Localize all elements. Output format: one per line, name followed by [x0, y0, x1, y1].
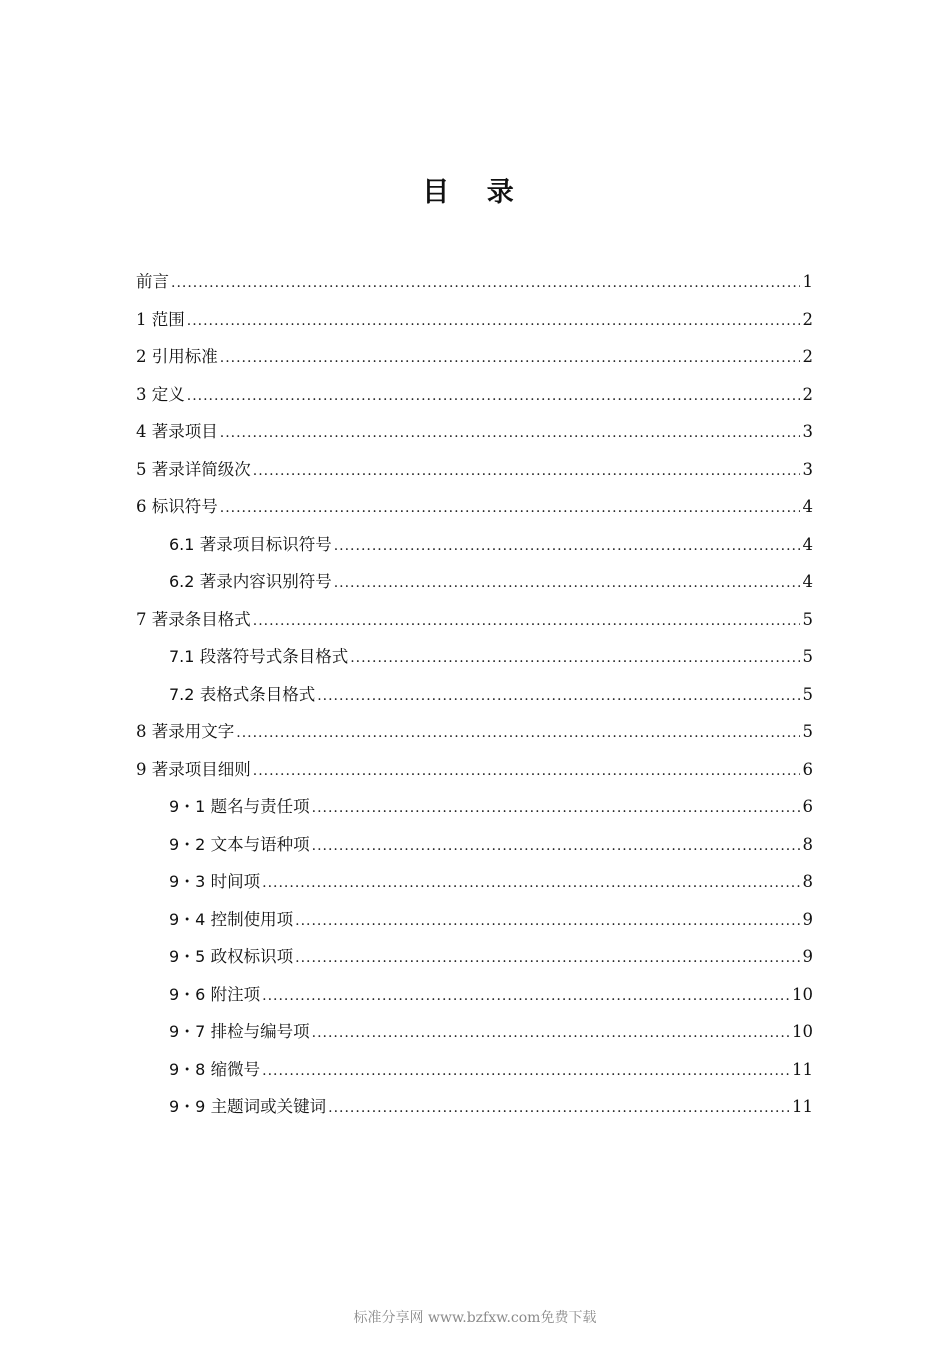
toc-entry-page-number: 5 — [802, 647, 813, 666]
toc-entry[interactable] — [136, 863, 813, 901]
dot-leader — [220, 415, 800, 453]
toc-entry-number: 9・7 — [169, 1022, 206, 1041]
toc-entry-label — [136, 338, 218, 376]
dot-leader — [312, 790, 800, 828]
dot-leader — [187, 303, 800, 341]
toc-entry-label — [169, 563, 332, 601]
toc-entry-number: 7.1 — [169, 647, 195, 666]
toc-entry-text: 著录详简级次 — [151, 459, 251, 479]
dot-leader — [253, 453, 800, 491]
toc-entry-number: 7.2 — [169, 684, 195, 704]
toc-entry-page-number: 2 — [802, 384, 813, 404]
toc-entry-page-number: 9 — [802, 909, 813, 929]
dot-leader — [253, 603, 800, 641]
toc-entry-text: 前言 — [136, 272, 169, 291]
toc-entry[interactable] — [136, 976, 813, 1014]
toc-entry-text: 著录内容识别符号 — [199, 572, 332, 591]
toc-entry[interactable] — [136, 1013, 813, 1051]
toc-entry-number: 3 — [136, 384, 147, 404]
toc-entry-page-number: 8 — [802, 872, 813, 891]
toc-entry-label — [169, 976, 260, 1014]
dot-leader — [295, 903, 799, 941]
toc-entry-page-number: 3 — [802, 459, 813, 479]
toc-entry-text: 表格式条目格式 — [199, 684, 316, 704]
toc-entry-page-number: 2 — [802, 309, 813, 329]
dot-leader — [262, 1053, 789, 1091]
dot-leader — [295, 940, 799, 978]
toc-entry[interactable] — [136, 338, 813, 376]
toc-entry-label — [169, 826, 310, 864]
toc-entry-number: 9・6 — [169, 984, 206, 1004]
toc-entry-number: 9・3 — [169, 872, 206, 891]
toc-entry-label — [136, 376, 185, 414]
dot-leader — [187, 378, 800, 416]
toc-entry-text: 范围 — [151, 309, 185, 329]
toc-entry-number: 1 — [136, 309, 147, 329]
toc-entry-text: 附注项 — [210, 984, 261, 1004]
toc-entry-page-number: 4 — [802, 534, 813, 554]
toc-entry[interactable] — [136, 1088, 813, 1126]
toc-entry-number: 6.2 — [169, 572, 195, 591]
dot-leader — [220, 340, 800, 378]
toc-entry-text: 著录项目标识符号 — [199, 534, 332, 554]
toc-entry[interactable] — [136, 376, 813, 414]
toc-entry-number: 9・2 — [169, 834, 206, 854]
toc-entry-label — [169, 901, 293, 939]
toc-entry-label — [169, 863, 260, 901]
dot-leader — [312, 1015, 789, 1053]
toc-entry-label — [169, 788, 310, 826]
dot-leader — [334, 528, 800, 566]
toc-entry-page-number: 8 — [802, 834, 813, 854]
toc-entry[interactable] — [136, 263, 813, 301]
toc-entry-text: 文本与语种项 — [210, 834, 310, 854]
toc-entry-label — [169, 938, 293, 976]
toc-entry-label — [169, 638, 348, 676]
toc-entry-text: 缩微号 — [210, 1059, 261, 1079]
toc-entry-text: 主题词或关键词 — [210, 1097, 327, 1116]
toc-entry-page-number: 4 — [802, 572, 813, 591]
toc-entry[interactable] — [136, 1051, 813, 1089]
dot-leader — [253, 753, 800, 791]
toc-entry-label — [136, 601, 251, 639]
toc-entry-number: 5 — [136, 459, 147, 479]
dot-leader — [262, 978, 789, 1016]
toc-entry-number: 6.1 — [169, 534, 195, 554]
toc-entry[interactable] — [136, 751, 813, 789]
toc-entry[interactable] — [136, 526, 813, 564]
toc-entry[interactable] — [136, 938, 813, 976]
toc-entry-number: 9 — [136, 759, 147, 779]
dot-leader — [220, 490, 800, 528]
toc-entry-text: 控制使用项 — [210, 909, 294, 929]
toc-entry-number: 2 — [136, 347, 147, 366]
table-of-contents — [136, 263, 813, 1126]
toc-entry-text: 政权标识项 — [210, 947, 294, 966]
toc-entry-page-number: 5 — [802, 609, 813, 629]
toc-entry-text: 题名与责任项 — [210, 797, 310, 816]
toc-entry-page-number: 4 — [802, 497, 813, 516]
toc-entry-number: 8 — [136, 722, 147, 741]
toc-entry-label — [136, 451, 251, 489]
toc-entry-text: 标识符号 — [151, 497, 218, 516]
toc-entry-number: 9・8 — [169, 1059, 206, 1079]
toc-entry-label — [136, 301, 185, 339]
dot-leader — [262, 865, 799, 903]
toc-entry-page-number: 5 — [802, 684, 813, 704]
toc-entry[interactable] — [136, 301, 813, 339]
page-title: 目 录 — [422, 177, 528, 208]
dot-leader — [350, 640, 799, 678]
toc-entry-text: 著录条目格式 — [151, 609, 251, 629]
dot-leader — [171, 265, 800, 303]
toc-entry-number: 9・1 — [169, 797, 206, 816]
toc-entry-label — [169, 1013, 310, 1051]
toc-entry-label — [169, 1051, 260, 1089]
toc-entry[interactable] — [136, 676, 813, 714]
dot-leader — [317, 678, 799, 716]
toc-entry-label — [136, 488, 218, 526]
toc-entry-number: 9・9 — [169, 1097, 206, 1116]
toc-entry-label — [136, 751, 251, 789]
toc-entry-page-number: 11 — [792, 1097, 813, 1116]
toc-entry[interactable] — [136, 638, 813, 676]
toc-entry-text: 时间项 — [210, 872, 261, 891]
toc-entry-page-number: 9 — [802, 947, 813, 966]
toc-entry-text: 排检与编号项 — [210, 1022, 310, 1041]
toc-entry[interactable] — [136, 488, 813, 526]
toc-entry-page-number: 10 — [792, 1022, 813, 1041]
toc-entry[interactable] — [136, 413, 813, 451]
dot-leader — [334, 565, 800, 603]
toc-entry-page-number: 2 — [802, 347, 813, 366]
footer-watermark: 标准分享网 www.bzfxw.com免费下载 — [353, 1310, 597, 1326]
toc-entry[interactable] — [136, 601, 813, 639]
toc-entry-number: 9・4 — [169, 909, 206, 929]
toc-entry-page-number: 3 — [802, 422, 813, 441]
toc-entry[interactable] — [136, 451, 813, 489]
toc-entry-number: 7 — [136, 609, 147, 629]
toc-entry-text: 著录项目 — [151, 422, 218, 441]
toc-entry-label — [136, 263, 169, 301]
toc-entry-text: 定义 — [151, 384, 185, 404]
toc-entry[interactable] — [136, 826, 813, 864]
toc-entry-text: 引用标准 — [151, 347, 218, 366]
toc-entry-label — [169, 526, 332, 564]
toc-entry-text: 段落符号式条目格式 — [199, 647, 349, 666]
toc-entry-label — [169, 676, 315, 714]
toc-entry[interactable] — [136, 563, 813, 601]
toc-entry-label — [169, 1088, 326, 1126]
toc-entry-page-number: 11 — [792, 1059, 813, 1079]
toc-entry-number: 6 — [136, 497, 147, 516]
toc-entry-page-number: 6 — [802, 759, 813, 779]
toc-entry[interactable] — [136, 713, 813, 751]
dot-leader — [328, 1090, 789, 1128]
toc-entry-page-number: 5 — [802, 722, 813, 741]
toc-entry[interactable] — [136, 788, 813, 826]
toc-entry-page-number: 10 — [792, 984, 813, 1004]
toc-entry[interactable] — [136, 901, 813, 939]
toc-entry-number: 4 — [136, 422, 147, 441]
toc-entry-page-number: 6 — [802, 797, 813, 816]
dot-leader — [312, 828, 800, 866]
toc-entry-text: 著录用文字 — [151, 722, 235, 741]
dot-leader — [236, 715, 799, 753]
toc-entry-label — [136, 713, 234, 751]
toc-entry-text: 著录项目细则 — [151, 759, 251, 779]
toc-entry-label — [136, 413, 218, 451]
toc-entry-page-number: 1 — [802, 272, 813, 291]
toc-entry-number: 9・5 — [169, 947, 206, 966]
